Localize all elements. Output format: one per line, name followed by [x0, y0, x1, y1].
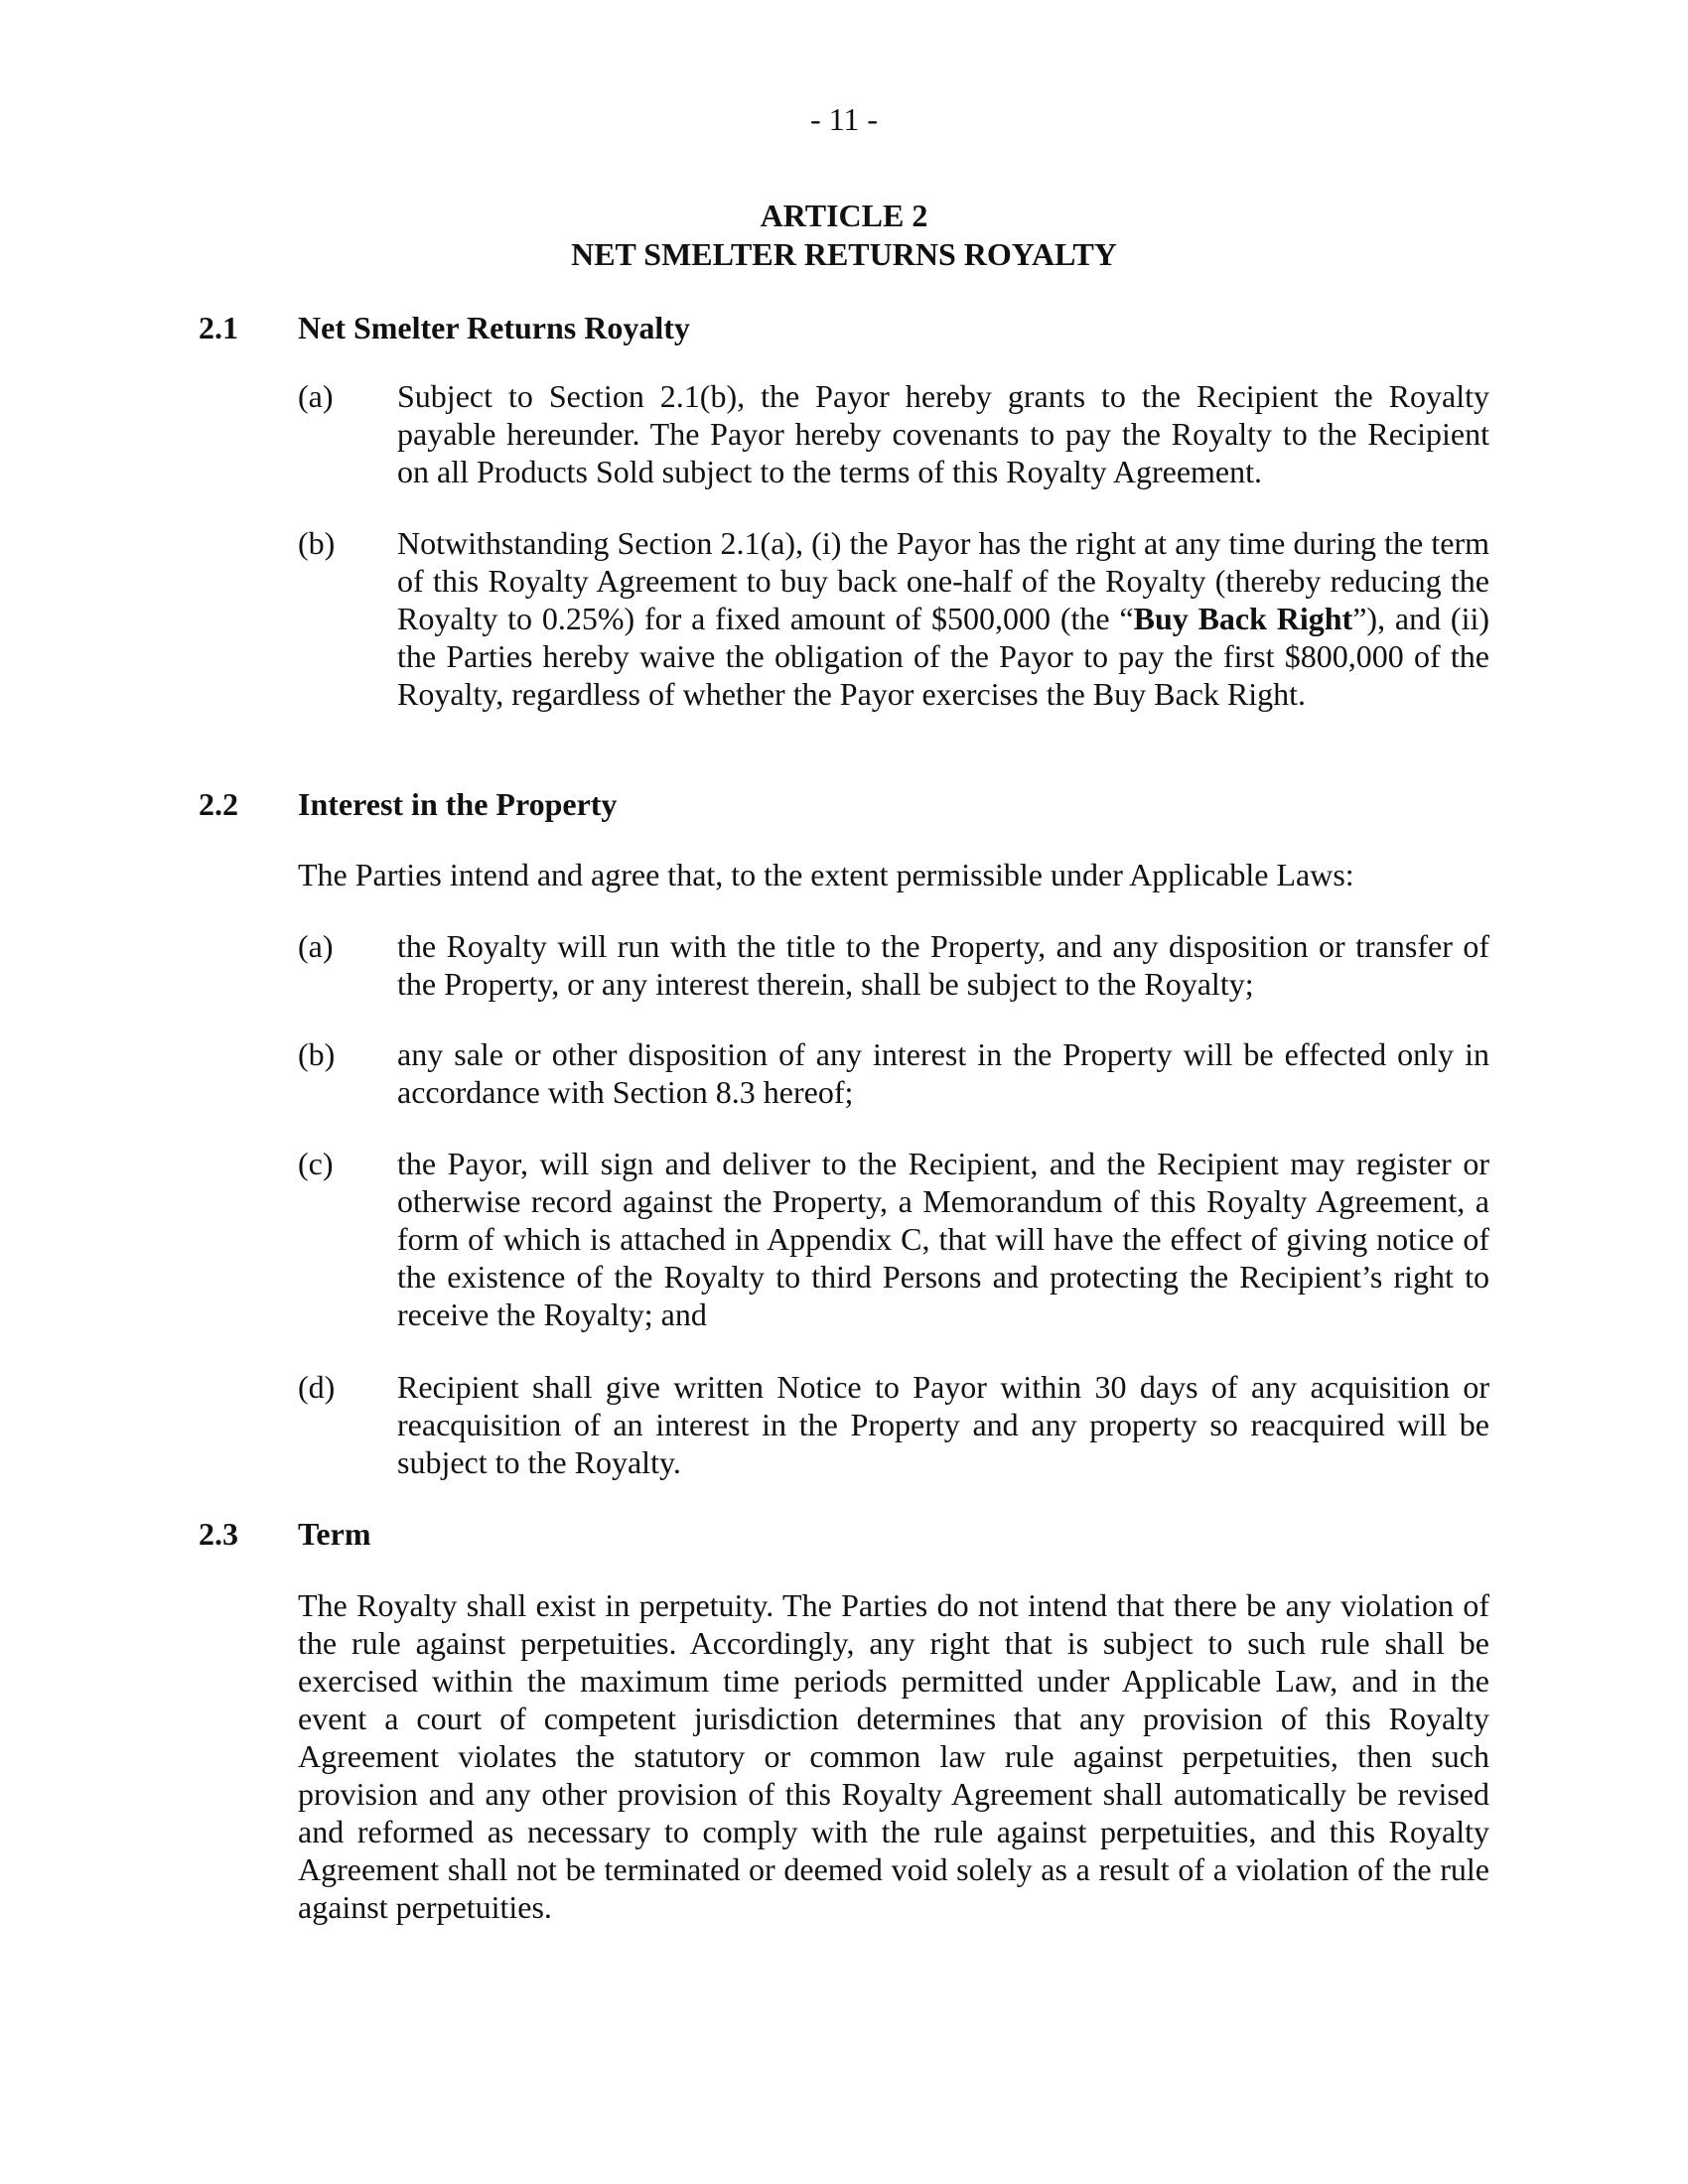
item-label: (a) — [298, 928, 334, 964]
section-title: Net Smelter Returns Royalty — [298, 310, 690, 345]
item-text: any sale or other disposition of any interest in the Property will be effected only in accordance with Section 8.3 hereof; — [397, 1036, 1489, 1110]
section-number: 2.2 — [199, 786, 238, 822]
item-label: (b) — [298, 1036, 336, 1072]
section-2-2-intro: The Parties intend and agree that, to the extent permissible under Applicable Laws: — [298, 857, 1354, 892]
section-2-2-item-c — [298, 1145, 1489, 1333]
section-2-2-item-d — [298, 1368, 1489, 1481]
section-2-3-heading — [199, 1514, 370, 1554]
section-2-3-body: The Royalty shall exist in perpetuity. The Parties do not intend that there be any violation of the rule against perpetuities. Accordingly, any right that is subject to such rule shall be exercised within the maximum time periods permitted under Applicable Law, and in the event a court of competent jurisdiction determines that any provision of this Royalty Agreement violates the statutory or common law rule against perpetuities, then such provision and any other provision of this Royalty Agreement shall automatically be revised and reformed as necessary to comply with the rule against perpetuities, and this Royalty Agreement shall not be terminated or deemed void solely as a result of a violation of the rule against perpetuities. — [298, 1587, 1489, 1925]
article-title: NET SMELTER RETURNS ROYALTY — [571, 236, 1117, 272]
item-text-after: ”), and (ii) the Parties hereby waive the obligation of the Payor to pay the first $800,000 of the Royalty, regardless of whether the Payor exercises the Buy Back Right. — [397, 601, 1490, 712]
page-number: - 11 - — [809, 101, 879, 137]
section-2-2-heading — [199, 784, 617, 824]
item-text: the Payor, will sign and deliver to the Recipient, and the Recipient may register or otherwise record against the Property, a Memorandum of this Royalty Agreement, a form of which is attached in Appendix C, that will have the effect of giving notice of the existence of the Royalty to third Persons and protecting the Recipient’s right to receive the Royalty; and — [397, 1146, 1489, 1332]
section-number: 2.3 — [199, 1516, 238, 1552]
section-2-1-heading — [199, 308, 690, 347]
item-label: (c) — [298, 1146, 334, 1181]
section-2-1-item-a — [298, 377, 1489, 490]
section-title: Term — [298, 1516, 371, 1552]
item-label: (d) — [298, 1369, 336, 1405]
article-heading — [0, 197, 1688, 274]
item-text: the Royalty will run with the title to the Property, and any disposition or transfer of the Property, or any interest therein, shall be subject to the Royalty; — [397, 928, 1489, 1002]
item-text: Recipient shall give written Notice to Payor within 30 days of any acquisition or reacquisition of an interest in the Property and any property so reacquired will be subject to the Royalty. — [397, 1369, 1489, 1480]
item-label: (a) — [298, 378, 334, 414]
item-text-before: Notwithstanding Section 2.1(a), (i) the Payor has the right at any time during the term of this Royalty Agreement to buy back one-half of the Royalty (thereby reducing the Royalty to 0.25%) for a fixed amount of $500,000 (the “ — [397, 525, 1489, 636]
section-number: 2.1 — [199, 310, 238, 345]
section-2-1-item-b — [298, 524, 1489, 713]
section-title: Interest in the Property — [298, 786, 618, 822]
item-text — [397, 524, 1489, 713]
article-number: ARTICLE 2 — [760, 198, 928, 233]
section-2-2-item-b — [298, 1035, 1489, 1111]
item-label: (b) — [298, 525, 336, 561]
section-2-2-item-a — [298, 927, 1489, 1003]
defined-term: Buy Back Right — [1133, 601, 1353, 636]
item-text: Subject to Section 2.1(b), the Payor hereby grants to the Recipient the Royalty payable hereunder. The Payor hereby covenants to pay the Royalty to the Recipient on all Products Sold subject to the terms of this Royalty Agreement. — [397, 378, 1489, 489]
